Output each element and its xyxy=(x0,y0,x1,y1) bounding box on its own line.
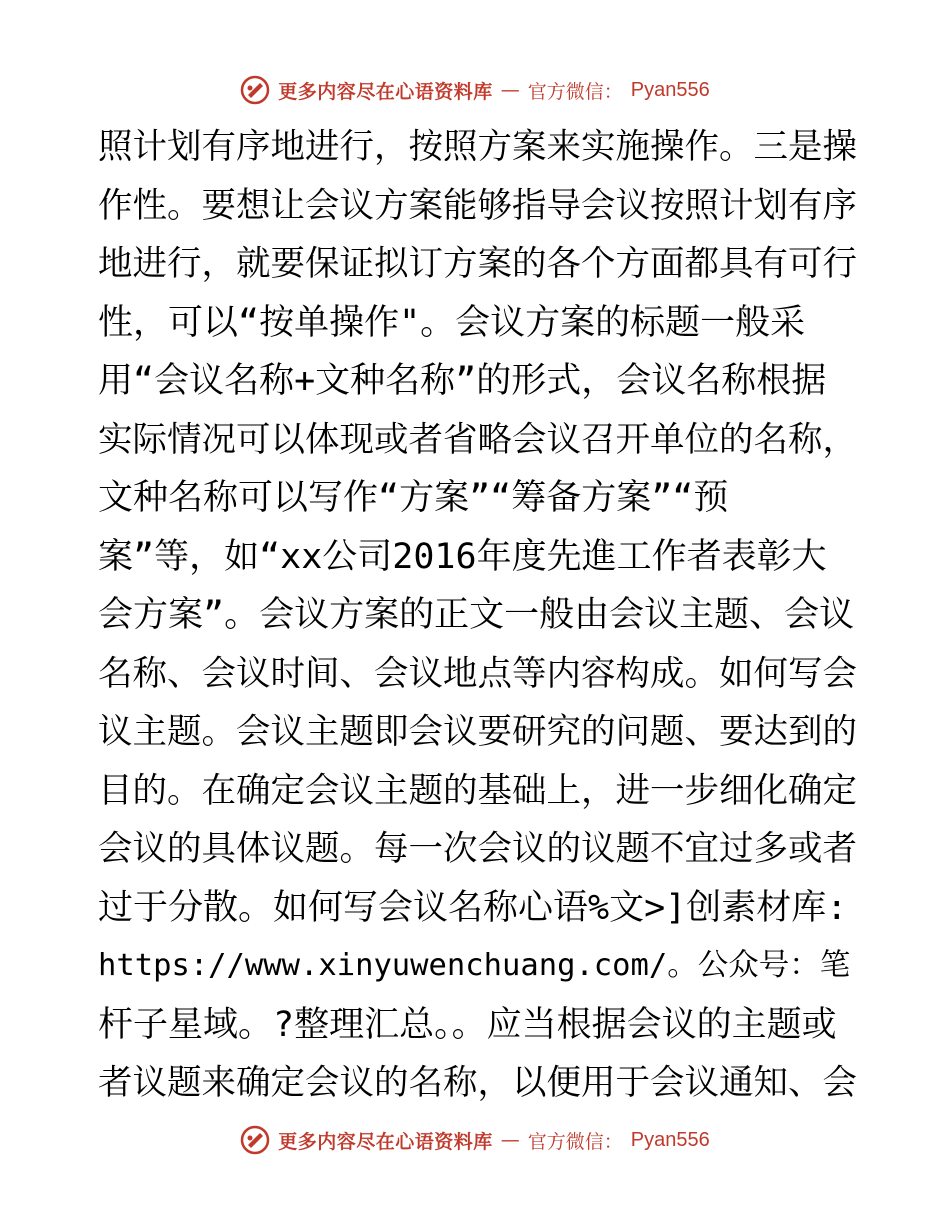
footer-brand-text: 更多内容尽在心语资料库 xyxy=(278,1130,493,1153)
header-wechat-label: 官方微信： xyxy=(527,80,623,103)
body-line: 名称、会议时间、会议地点等内容构成。如何写会 xyxy=(98,653,857,694)
body-line: 作性。要想让会议方案能够指导会议按照计划有序 xyxy=(98,185,857,226)
footer-wechat-id: Pyan556 xyxy=(630,1128,710,1151)
body-line: 过于分散。如何写会议名称心语%文>]创素材库: xyxy=(98,887,848,928)
body-line: 者议题来确定会议的名称，以便用于会议通知、会 xyxy=(98,1063,857,1103)
footer-wechat-label: 官方微信： xyxy=(527,1130,623,1153)
body-line: 目的。在确定会议主题的基础上，进一步细化确定 xyxy=(98,770,857,811)
header-separator: — xyxy=(500,79,520,101)
body-line: 文种名称可以写作“方案”“筹备方案”“预 xyxy=(98,478,729,518)
body-line: 议主题。会议主题即会议要研究的问题、要达到的 xyxy=(98,712,857,752)
body-line: 照计划有序地进行，按照方案来实施操作。三是操 xyxy=(98,127,857,167)
header-banner xyxy=(0,70,950,110)
footer-separator: — xyxy=(500,1129,520,1151)
body-line: 实际情况可以体现或者省略会议召开单位的名称， xyxy=(98,419,857,460)
body-line: 会方案”。会议方案的正文一般由会议主题、会议 xyxy=(98,595,855,635)
body-line: 杆子星域。?整理汇总。。应当根据会议的主题或 xyxy=(98,1004,837,1045)
body-line: https://www.xinyuwenchuang.com/。公众号：笔 xyxy=(98,948,851,983)
header-wechat-id: Pyan556 xyxy=(630,78,710,101)
brand-logo-icon xyxy=(240,75,270,105)
brand-logo-icon xyxy=(240,1125,270,1155)
document-body xyxy=(98,118,858,1113)
body-line: 地进行，就要保证拟订方案的各个方面都具有可行 xyxy=(98,244,857,284)
body-line: 用“会议名称+文种名称”的形式，会议名称根据 xyxy=(98,361,827,401)
body-line: 性，可以“按单操作"。会议方案的标题一般采 xyxy=(98,302,806,343)
body-line: 案”等，如“xx公司2016年度先進工作者表彰大 xyxy=(98,536,827,577)
body-line: 会议的具体议题。每一次会议的议题不宜过多或者 xyxy=(98,829,857,869)
header-brand-text: 更多内容尽在心语资料库 xyxy=(278,80,493,103)
footer-banner xyxy=(0,1120,950,1160)
